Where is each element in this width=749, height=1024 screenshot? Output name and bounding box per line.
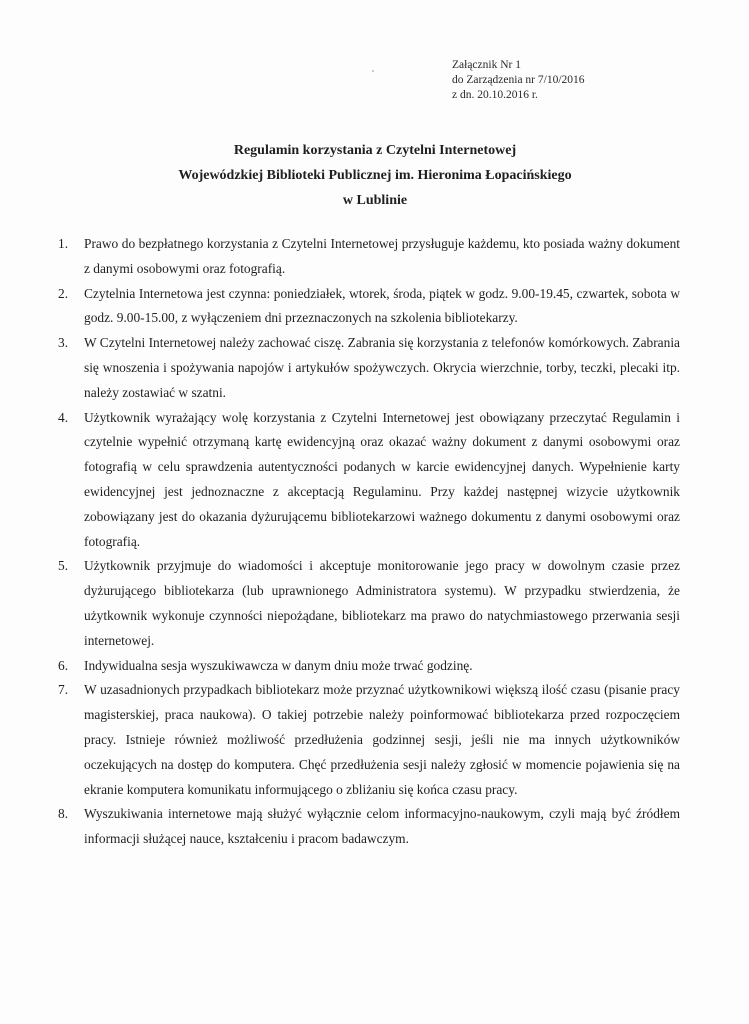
item-number: 6.	[58, 657, 69, 673]
title-line-1: Regulamin korzystania z Czytelni Internetowej	[233, 143, 517, 158]
item-number: 1.	[58, 236, 69, 251]
item-text: Użytkownik wyrażający wolę korzystania z Czytelni Internetowej jest obowiązany przeczytać Regulamin i czytelnie wypełnić otrzymaną kartę ewidencyjną oraz okazać ważny dokument z danymi osobowymi oraz fotografią w celu sprawdzenia autentyczności podanych w karcie ewidencyjnej danych. Wypełnienie karty ewidencyjnej jest jednoznaczne z akceptacją Regulaminu. Przy każdej następnej wizycie użytkownik zobowiązany jest do okazania dyżurującemu bibliotekarzowi ważnego dokumentu z danymi osobowymi oraz fotografią.	[84, 409, 680, 549]
annex-date: z dn. 20.10.2016 r.	[452, 89, 538, 101]
regulation-item-8	[58, 802, 680, 852]
annex-number: Załącznik Nr 1	[452, 59, 521, 71]
regulation-item-6	[58, 654, 680, 679]
annex-header	[452, 58, 585, 103]
annex-ordinance: do Zarządzenia nr 7/10/2016	[452, 74, 585, 86]
item-text: Użytkownik przyjmuje do wiadomości i akceptuje monitorowanie jego pracy w dowolnym czasie przez dyżurującego bibliotekarza (lub uprawnionego Administratora systemu). W przypadku stwierdzenia, że użytkownik wykonuje czynności niepożądane, bibliotekarz ma prawo do natychmiastowego przerwania sesji internetowej.	[84, 558, 680, 648]
item-text: Czytelnia Internetowa jest czynna: poniedziałek, wtorek, środa, piątek w godz. 9.00-19.45, czwartek, sobota w godz. 9.00-15.00, z wyłączeniem dni przeznaczonych na szkolenia bibliotekarzy.	[84, 285, 680, 326]
regulation-item-3	[58, 331, 680, 405]
regulation-item-2	[58, 282, 680, 332]
item-number: 8.	[58, 806, 69, 822]
item-number: 7.	[58, 682, 69, 698]
document-title	[80, 138, 670, 213]
regulation-item-7	[58, 678, 680, 802]
scan-speck	[372, 70, 374, 72]
item-number: 5.	[58, 558, 69, 574]
regulation-list	[58, 232, 680, 852]
item-text: Indywidualna sesja wyszukiwawcza w danym dniu może trwać godzinę.	[84, 657, 473, 673]
item-text: Wyszukiwania internetowe mają służyć wyłącznie celom informacyjno-naukowym, czyli mają być źródłem informacji służącej nauce, kształceniu i pracom badawczym.	[84, 806, 680, 847]
item-number: 4.	[58, 409, 69, 425]
item-text: W uzasadnionych przypadkach bibliotekarz może przyznać użytkownikowi większą ilość czasu (pisanie pracy magisterskiej, praca naukowa). O takiej potrzebie należy poinformować bibliotekarza przed rozpoczęciem pracy. Istnieje również możliwość przedłużenia godzinnej sesji, jeśli nie ma innych użytkowników oczekujących na dostęp do komputera. Chęć przedłużenia sesji należy zgłosić w momencie pojawienia się na ekranie komputera komunikatu informującego o zbliżaniu się końca czasu pracy.	[84, 682, 680, 797]
item-text: Prawo do bezpłatnego korzystania z Czytelni Internetowej przysługuje każdemu, kto posiada ważny dokument z danymi osobowymi oraz fotografią.	[84, 236, 680, 276]
regulation-item-1	[58, 232, 680, 282]
item-text: W Czytelni Internetowej należy zachować ciszę. Zabrania się korzystania z telefonów komórkowych. Zabrania się wnoszenia i spożywania napojów i artykułów spożywczych. Okrycia wierzchnie, torby, teczki, plecaki itp. należy zostawiać w szatni.	[84, 335, 680, 400]
title-line-3: w Lublinie	[342, 193, 408, 208]
regulation-item-5	[58, 554, 680, 653]
regulation-item-4	[58, 406, 680, 555]
title-line-2: Wojewódzkiej Biblioteki Publicznej im. Hieronima Łopacińskiego	[178, 168, 572, 183]
item-number: 2.	[58, 285, 69, 301]
item-number: 3.	[58, 335, 69, 351]
